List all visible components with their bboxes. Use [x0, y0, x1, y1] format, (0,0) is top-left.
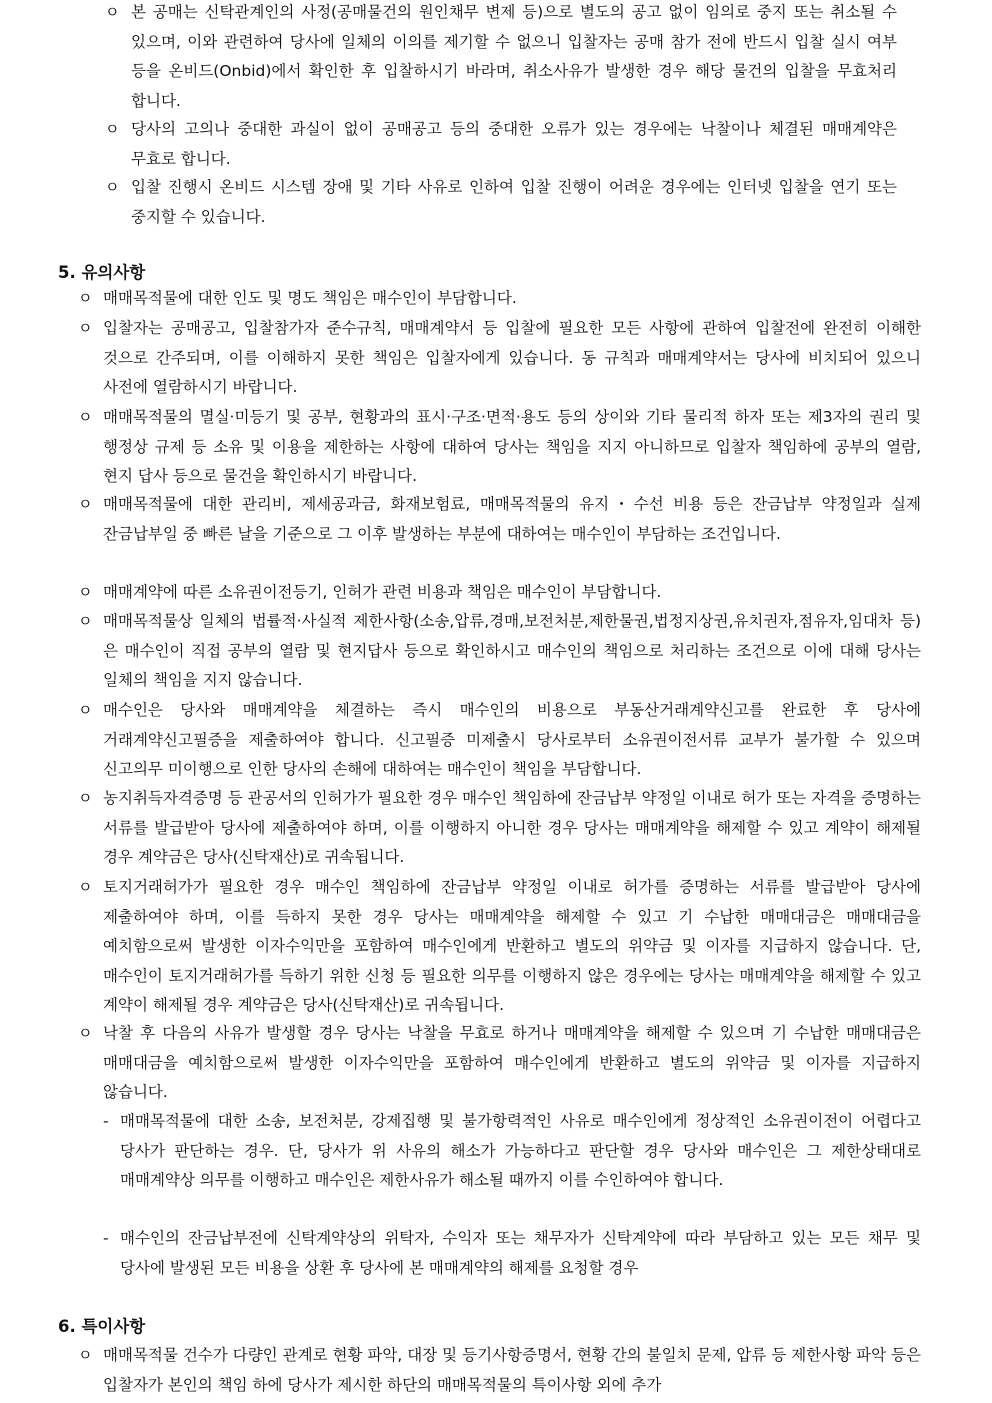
bullet-mark: ㅇ [78, 612, 93, 630]
dash-mark: - [103, 1112, 109, 1130]
bullet-mark: ㅇ [105, 178, 120, 196]
notice-invalid-contract: 당사의 고의나 중대한 과실이 없이 공매공고 등의 중대한 오류가 있는 경우에는 낙찰이나 체결된 매매계약은 무효로 합니다. [131, 120, 897, 168]
section-5-item-7: 매수인은 당사와 매매계약을 체결하는 즉시 매수인의 비용으로 부동산거래계약신고를 완료한 후 당사에 거래계약신고필증을 제출하여야 합니다. 신고필증 미제출시 당사로부터 소유권이전서류 교부가 불가할 수 있으며 신고의무 미이행으로 인한 당사의 손해에 대하여는 매수인이 책임을 부담합니다. [103, 701, 921, 779]
bullet-mark: ㅇ [78, 1346, 93, 1364]
section-5-item-4: 매매목적물에 대한 관리비, 제세공과금, 화재보험료, 매매목적물의 유지・수선 비용 등은 잔금납부 약정일과 실제 잔금납부일 중 빠른 날을 기준으로 그 이후 발생하는 부분에 대하여는 매수인이 부담하는 조건입니다. [103, 495, 921, 543]
section-5-item-1: 매매목적물에 대한 인도 및 명도 책임은 매수인이 부담합니다. [103, 289, 517, 307]
section-5-item-10: 낙찰 후 다음의 사유가 발생할 경우 당사는 낙찰을 무효로 하거나 매매계약을 해제할 수 있으며 기 수납한 매매대금은 매매대금을 예치함으로써 발생한 이자수익만을 포함하여 매수인에게 반환하고 별도의 위약금 및 이자를 지급하지 않습니다. [103, 1024, 921, 1102]
notice-bid-postpone: 입찰 진행시 온비드 시스템 장애 및 기타 사유로 인하여 입찰 진행이 어려운 경우에는 인터넷 입찰을 연기 또는 중지할 수 있습니다. [131, 178, 897, 226]
bullet-mark: ㅇ [78, 583, 93, 601]
bullet-mark: ㅇ [78, 319, 93, 337]
section-5-item-6: 매매목적물상 일체의 법률적·사실적 제한사항(소송,압류,경매,보전처분,제한물권,법정지상권,유치권자,점유자,임대차 등)은 매수인이 직접 공부의 열람 및 현지답사 등으로 확인하시고 매수인의 책임으로 처리하는 조건으로 이에 대해 당사는 일체의 책임을 지지 않습니다. [103, 612, 921, 690]
bullet-mark: ㅇ [105, 3, 120, 21]
bullet-mark: ㅇ [78, 1024, 93, 1042]
section-5-item-5: 매매계약에 따른 소유권이전등기, 인허가 관련 비용과 책임은 매수인이 부담합니다. [103, 583, 662, 601]
bullet-mark: ㅇ [105, 120, 120, 138]
bullet-mark: ㅇ [78, 289, 93, 307]
bullet-mark: ㅇ [78, 789, 93, 807]
section-5-subitem-1: 매매목적물에 대한 소송, 보전처분, 강제집행 및 불가항력적인 사유로 매수인에게 정상적인 소유권이전이 어렵다고 당사가 판단하는 경우. 단, 당사가 위 사유의 해소가 가능하다고 판단할 경우 당사와 매수인은 그 제한상태대로 매매계약상 의무를 이행하고 매수인은 제한사유가 해소될 때까지 이를 수인하여야 합니다. [120, 1112, 921, 1190]
dash-mark: - [103, 1229, 109, 1247]
section-6-title: 6. 특이사항 [58, 1317, 146, 1336]
bullet-mark: ㅇ [78, 408, 93, 426]
notice-auction-cancellation: 본 공매는 신탁관계인의 사정(공매물건의 원인채무 변제 등)으로 별도의 공고 없이 임의로 중지 또는 취소될 수 있으며, 이와 관련하여 당사에 일체의 이의를 제기할 수 없으니 입찰자는 공매 참가 전에 반드시 입찰 실시 여부 등을 온비드(Onbid)에서 확인한 후 입찰하시기 바라며, 취소사유가 발생한 경우 해당 물건의 입찰을 무효처리 합니다. [131, 3, 897, 110]
section-5-subitem-2: 매수인의 잔금납부전에 신탁계약상의 위탁자, 수익자 또는 채무자가 신탁계약에 따라 부담하고 있는 모든 채무 및 당사에 발생된 모든 비용을 상환 후 당사에 본 매매계약의 해제를 요청할 경우 [120, 1229, 921, 1277]
bullet-mark: ㅇ [78, 878, 93, 896]
bullet-mark: ㅇ [78, 701, 93, 719]
section-5-title: 5. 유의사항 [58, 263, 146, 282]
section-5-item-2: 입찰자는 공매공고, 입찰참가자 준수규칙, 매매계약서 등 입찰에 필요한 모든 사항에 관하여 입찰전에 완전히 이해한 것으로 간주되며, 이를 이해하지 못한 책임은 입찰자에게 있습니다. 동 규칙과 매매계약서는 당사에 비치되어 있으니 사전에 열람하시기 바랍니다. [103, 319, 921, 397]
bullet-mark: ㅇ [78, 495, 93, 513]
section-5-item-3: 매매목적물의 멸실·미등기 및 공부, 현황과의 표시·구조·면적·용도 등의 상이와 기타 물리적 하자 또는 제3자의 권리 및 행정상 규제 등 소유 및 이용을 제한하는 사항에 대하여 당사는 책임을 지지 아니하므로 입찰자 책임하에 공부의 열람, 현지 답사 등으로 물건을 확인하시기 바랍니다. [103, 408, 921, 486]
section-6-item-1: 매매목적물 건수가 다량인 관계로 현황 파악, 대장 및 등기사항증명서, 현황 간의 불일치 문제, 압류 등 제한사항 파악 등은 입찰자가 본인의 책임 하에 당사가 제시한 하단의 매매목적물의 특이사항 외에 추가 [103, 1346, 921, 1394]
section-5-item-8: 농지취득자격증명 등 관공서의 인허가가 필요한 경우 매수인 책임하에 잔금납부 약정일 이내로 허가 또는 자격을 증명하는 서류를 발급받아 당사에 제출하여야 하며, 이를 이행하지 아니한 경우 당사는 매매계약을 해제할 수 있고 계약이 해제될 경우 계약금은 당사(신탁재산)로 귀속됩니다. [103, 789, 921, 867]
section-5-item-9: 토지거래허가가 필요한 경우 매수인 책임하에 잔금납부 약정일 이내로 허가를 증명하는 서류를 발급받아 당사에 제출하여야 하며, 이를 득하지 못한 경우 당사는 매매계약을 해제할 수 있고 기 수납한 매매대금은 매매대금을 예치함으로써 발생한 이자수익만을 포함하여 매수인에게 반환하고 별도의 위약금 및 이자를 지급하지 않습니다. 단, 매수인이 토지거래허가를 득하기 위한 신청 등 필요한 의무를 이행하지 않은 경우에는 당사는 매매계약을 해제할 수 있고 계약이 해제될 경우 계약금은 당사(신탁재산)로 귀속됩니다. [103, 878, 921, 1015]
